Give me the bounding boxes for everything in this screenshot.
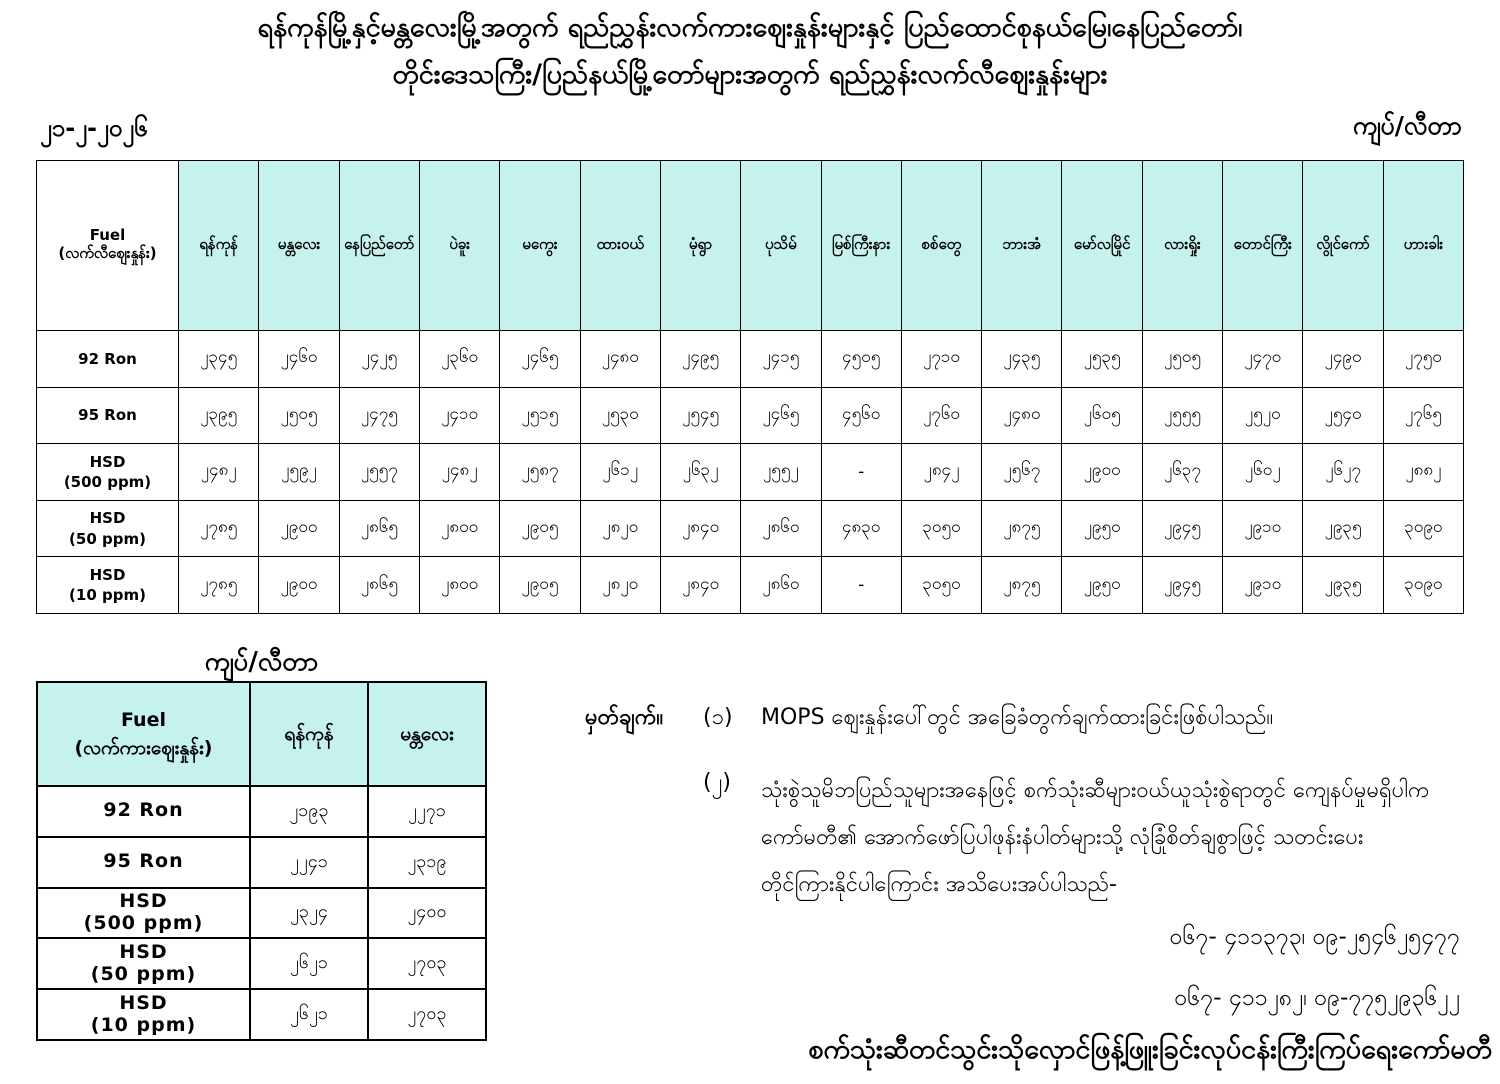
date-label: ၂၁-၂-၂၀၂၆ bbox=[40, 114, 148, 142]
note-2-line2: ကော်မတီ၏ အောက်ဖော်ပြပါဖုန်းနံပါတ်များသို့ လုံခြုံစိတ်ချစွာဖြင့် သတင်းပေး bbox=[761, 825, 1364, 850]
retail-price-cell-0-12: ၂၅၀၅ bbox=[1142, 331, 1222, 388]
unit-label-top: ကျပ်/လီတာ bbox=[1352, 111, 1462, 140]
wholesale-table-row bbox=[37, 888, 486, 939]
retail-price-cell-0-15: ၂၇၅၀ bbox=[1383, 331, 1463, 388]
retail-price-cell-3-12: ၂၉၄၅ bbox=[1142, 500, 1222, 557]
fuel-label-line1: 95 Ron bbox=[103, 850, 184, 873]
retail-price-cell-2-5: ၂၆၁၂ bbox=[580, 444, 660, 501]
retail-price-cell-1-1: ၂၅၀၅ bbox=[259, 387, 339, 444]
retail-price-cell-3-6: ၂၈၄၀ bbox=[660, 500, 740, 557]
retail-price-table-wrap bbox=[36, 160, 1464, 614]
retail-city-header-2: နေပြည်တော် bbox=[339, 161, 419, 331]
retail-price-cell-3-13: ၂၉၁၀ bbox=[1223, 500, 1303, 557]
retail-price-cell-4-4: ၂၉၀၅ bbox=[500, 557, 580, 614]
retail-price-cell-4-11: ၂၉၅၀ bbox=[1062, 557, 1142, 614]
retail-price-cell-1-4: ၂၅၁၅ bbox=[500, 387, 580, 444]
retail-price-cell-1-12: ၂၅၅၅ bbox=[1142, 387, 1222, 444]
retail-price-cell-4-8: - bbox=[821, 557, 901, 614]
unit-label-bottom: ကျပ်/လီတာ bbox=[204, 647, 319, 677]
retail-price-cell-2-12: ၂၆၃၇ bbox=[1142, 444, 1222, 501]
retail-city-header-12: လားရှိုး bbox=[1142, 161, 1222, 331]
retail-price-cell-2-15: ၂၈၈၂ bbox=[1383, 444, 1463, 501]
wholesale-city-header-0: ရန်ကုန် bbox=[250, 682, 368, 786]
retail-fuel-column-header bbox=[37, 161, 179, 331]
wholesale-table-row bbox=[37, 837, 486, 888]
retail-price-cell-3-14: ၂၉၃၅ bbox=[1303, 500, 1383, 557]
fuel-label-line1: Fuel bbox=[121, 708, 166, 731]
note-2-text bbox=[761, 767, 1495, 908]
retail-city-header-3: ပဲခူး bbox=[419, 161, 499, 331]
retail-price-cell-4-7: ၂၈၆၀ bbox=[741, 557, 821, 614]
retail-price-cell-4-0: ၂၇၈၅ bbox=[179, 557, 259, 614]
retail-price-cell-3-9: ၃၀၅၀ bbox=[901, 500, 981, 557]
retail-city-header-11: မော်လမြိုင် bbox=[1062, 161, 1142, 331]
wholesale-price-cell-1-0: ၂၂၄၁ bbox=[250, 837, 368, 888]
wholesale-price-cell-1-1: ၂၃၁၉ bbox=[368, 837, 486, 888]
page-title-line1: ရန်ကုန်မြို့နှင့်မန္တလေးမြို့အတွက် ရည်ညွှန်းလက်ကားဈေးနှုန်းများနှင့် ပြည်ထောင်စုနယ်မြေ၊နေပြည်တော်၊ bbox=[257, 12, 1243, 43]
notes-section bbox=[585, 702, 1495, 908]
retail-price-cell-4-3: ၂၈၀၀ bbox=[419, 557, 499, 614]
wholesale-price-cell-2-0: ၂၃၂၄ bbox=[250, 888, 368, 939]
retail-price-cell-2-8: - bbox=[821, 444, 901, 501]
wholesale-fuel-column-header bbox=[37, 682, 250, 786]
retail-price-cell-4-5: ၂၈၂၀ bbox=[580, 557, 660, 614]
retail-price-cell-0-3: ၂၃၆၀ bbox=[419, 331, 499, 388]
retail-price-cell-0-9: ၂၇၁၀ bbox=[901, 331, 981, 388]
retail-price-cell-2-2: ၂၅၅၇ bbox=[339, 444, 419, 501]
wholesale-row-label bbox=[37, 989, 250, 1040]
retail-city-header-9: စစ်တွေ bbox=[901, 161, 981, 331]
fuel-label-line2: (500 ppm) bbox=[83, 911, 204, 934]
retail-price-cell-1-14: ၂၅၄၀ bbox=[1303, 387, 1383, 444]
note-1-text: MOPS ဈေးနှုန်းပေါ်တွင် အခြေခံတွက်ချက်ထားခြင်းဖြစ်ပါသည်။ bbox=[761, 705, 1274, 730]
retail-price-cell-2-9: ၂၈၄၂ bbox=[901, 444, 981, 501]
fuel-label-line2: (500 ppm) bbox=[63, 472, 152, 491]
wholesale-table-row bbox=[37, 938, 486, 989]
retail-price-cell-3-7: ၂၈၆၀ bbox=[741, 500, 821, 557]
retail-price-cell-3-8: ၄၈၃၀ bbox=[821, 500, 901, 557]
phone-line-1: ၀၆၇- ၄၁၁၃၇၃၊ ၀၉-၂၅၄၆၂၅၄၇၇ bbox=[1169, 924, 1460, 950]
wholesale-price-cell-4-0: ၂၆၂၁ bbox=[250, 989, 368, 1040]
fuel-label-line1: 92 Ron bbox=[78, 349, 137, 368]
wholesale-price-table-wrap bbox=[36, 681, 487, 1041]
fuel-label-line1: 95 Ron bbox=[78, 406, 137, 425]
retail-row-label bbox=[37, 444, 179, 501]
fuel-label-line1: HSD bbox=[119, 940, 168, 963]
wholesale-price-table bbox=[36, 681, 487, 1041]
retail-city-header-14: လွိုင်ကော် bbox=[1303, 161, 1383, 331]
wholesale-price-cell-3-1: ၂၇၀၃ bbox=[368, 938, 486, 989]
retail-table-row bbox=[37, 387, 1464, 444]
retail-price-cell-2-1: ၂၅၉၂ bbox=[259, 444, 339, 501]
retail-row-label bbox=[37, 331, 179, 388]
retail-city-header-15: ဟားခါး bbox=[1383, 161, 1463, 331]
retail-city-header-6: မုံရွာ bbox=[660, 161, 740, 331]
notes-label: မှတ်ချက်။ bbox=[585, 705, 664, 730]
wholesale-row-label bbox=[37, 786, 250, 837]
retail-price-cell-1-6: ၂၅၄၅ bbox=[660, 387, 740, 444]
retail-price-cell-0-7: ၂၄၁၅ bbox=[741, 331, 821, 388]
wholesale-table-row bbox=[37, 786, 486, 837]
retail-price-cell-1-5: ၂၅၃၀ bbox=[580, 387, 660, 444]
retail-city-header-13: တောင်ကြီး bbox=[1223, 161, 1303, 331]
fuel-label-line1: 92 Ron bbox=[103, 799, 184, 822]
contact-phone-numbers bbox=[1170, 922, 1460, 1017]
retail-city-header-1: မန္တလေး bbox=[259, 161, 339, 331]
retail-price-table bbox=[36, 160, 1464, 614]
retail-city-header-0: ရန်ကုန် bbox=[179, 161, 259, 331]
retail-price-cell-1-9: ၂၇၆၀ bbox=[901, 387, 981, 444]
fuel-label-line1: HSD bbox=[119, 890, 168, 913]
retail-price-cell-1-2: ၂၄၇၅ bbox=[339, 387, 419, 444]
retail-row-label bbox=[37, 557, 179, 614]
retail-price-cell-4-12: ၂၉၄၅ bbox=[1142, 557, 1222, 614]
retail-price-cell-0-1: ၂၄၆၀ bbox=[259, 331, 339, 388]
retail-row-label bbox=[37, 500, 179, 557]
retail-price-cell-2-7: ၂၅၅၂ bbox=[741, 444, 821, 501]
fuel-label-line2: (လက်လီဈေးနှုန်း) bbox=[58, 243, 157, 262]
fuel-label-line2: (50 ppm) bbox=[90, 962, 197, 985]
retail-price-cell-1-3: ၂၄၁၀ bbox=[419, 387, 499, 444]
retail-price-cell-4-13: ၂၉၁၀ bbox=[1223, 557, 1303, 614]
retail-price-cell-4-9: ၃၀၅၀ bbox=[901, 557, 981, 614]
wholesale-price-cell-0-1: ၂၂၇၁ bbox=[368, 786, 486, 837]
note-2-marker: (၂) bbox=[703, 770, 731, 795]
retail-price-cell-0-4: ၂၄၆၅ bbox=[500, 331, 580, 388]
fuel-label-line1: HSD bbox=[89, 509, 126, 528]
retail-table-row bbox=[37, 331, 1464, 388]
retail-city-header-4: မကွေး bbox=[500, 161, 580, 331]
retail-price-cell-1-7: ၂၄၆၅ bbox=[741, 387, 821, 444]
retail-city-header-10: ဘားအံ bbox=[982, 161, 1062, 331]
retail-price-cell-3-10: ၂၈၇၅ bbox=[982, 500, 1062, 557]
retail-price-cell-3-0: ၂၇၈၅ bbox=[179, 500, 259, 557]
retail-price-cell-2-4: ၂၅၈၇ bbox=[500, 444, 580, 501]
retail-price-cell-3-11: ၂၉၅၀ bbox=[1062, 500, 1142, 557]
retail-price-cell-1-15: ၂၇၆၅ bbox=[1383, 387, 1463, 444]
retail-price-cell-4-1: ၂၉၀၀ bbox=[259, 557, 339, 614]
retail-price-cell-3-15: ၃၀၉၀ bbox=[1383, 500, 1463, 557]
retail-price-cell-2-0: ၂၄၈၂ bbox=[179, 444, 259, 501]
fuel-label-line2: (လက်ကားဈေးနှုန်း) bbox=[74, 737, 213, 759]
wholesale-row-label bbox=[37, 837, 250, 888]
retail-price-cell-0-10: ၂၄၃၅ bbox=[982, 331, 1062, 388]
retail-price-cell-0-13: ၂၄၇၀ bbox=[1223, 331, 1303, 388]
retail-table-header bbox=[37, 161, 1464, 331]
retail-price-cell-4-14: ၂၉၃၅ bbox=[1303, 557, 1383, 614]
note-2-line1: သုံးစွဲသူမိဘပြည်သူများအနေဖြင့် စက်သုံးဆီများဝယ်ယူသုံးစွဲရာတွင် ကျေနပ်မှုမရှိပါက bbox=[761, 778, 1430, 803]
retail-price-cell-0-6: ၂၄၉၅ bbox=[660, 331, 740, 388]
note-1-marker: (၁) bbox=[703, 705, 733, 730]
retail-price-cell-0-14: ၂၄၉၀ bbox=[1303, 331, 1383, 388]
retail-price-cell-3-3: ၂၈၀၀ bbox=[419, 500, 499, 557]
note-item-1 bbox=[585, 702, 1495, 735]
retail-table-row bbox=[37, 557, 1464, 614]
retail-price-cell-0-5: ၂၄၈၀ bbox=[580, 331, 660, 388]
note-item-2 bbox=[585, 767, 1495, 908]
retail-price-cell-0-2: ၂၄၂၅ bbox=[339, 331, 419, 388]
phone-line-2: ၀၆၇- ၄၁၁၂၈၂၊ ၀၉-၇၇၅၂၉၃၆၂၂ bbox=[1174, 985, 1460, 1011]
page-title-line2: တိုင်းဒေသကြီး/ပြည်နယ်မြို့တော်များအတွက် ရည်ညွှန်းလက်လီဈေးနှုန်းများ bbox=[392, 59, 1108, 90]
fuel-label-line1: HSD bbox=[119, 991, 168, 1014]
retail-city-header-8: မြစ်ကြီးနား bbox=[821, 161, 901, 331]
retail-price-cell-3-1: ၂၉၀၀ bbox=[259, 500, 339, 557]
wholesale-price-cell-4-1: ၂၇၀၃ bbox=[368, 989, 486, 1040]
retail-price-cell-1-13: ၂၅၂၀ bbox=[1223, 387, 1303, 444]
retail-price-cell-2-14: ၂၆၂၇ bbox=[1303, 444, 1383, 501]
fuel-label-line1: HSD bbox=[89, 452, 126, 471]
wholesale-row-label bbox=[37, 938, 250, 989]
retail-price-cell-2-3: ၂၄၈၂ bbox=[419, 444, 499, 501]
fuel-label-line2: (10 ppm) bbox=[90, 1013, 197, 1036]
retail-price-cell-1-0: ၂၃၉၅ bbox=[179, 387, 259, 444]
retail-price-cell-0-11: ၂၅၃၅ bbox=[1062, 331, 1142, 388]
wholesale-price-cell-2-1: ၂၄၀၀ bbox=[368, 888, 486, 939]
retail-price-cell-1-10: ၂၄၈၀ bbox=[982, 387, 1062, 444]
retail-price-cell-3-2: ၂၈၆၅ bbox=[339, 500, 419, 557]
wholesale-price-cell-0-0: ၂၁၉၃ bbox=[250, 786, 368, 837]
retail-row-label bbox=[37, 387, 179, 444]
retail-price-cell-1-11: ၂၆၀၅ bbox=[1062, 387, 1142, 444]
retail-table-row bbox=[37, 500, 1464, 557]
retail-price-cell-3-4: ၂၉၀၅ bbox=[500, 500, 580, 557]
wholesale-price-cell-3-0: ၂၆၂၁ bbox=[250, 938, 368, 989]
retail-price-cell-2-10: ၂၅၆၇ bbox=[982, 444, 1062, 501]
fuel-label-line2: (50 ppm) bbox=[69, 529, 146, 548]
retail-city-header-7: ပုသိမ် bbox=[741, 161, 821, 331]
committee-name-footer: စက်သုံးဆီတင်သွင်းသိုလှောင်ဖြန့်ဖြူးခြင်းလုပ်ငန်းကြီးကြပ်ရေးကော်မတီ bbox=[808, 1034, 1492, 1065]
retail-city-header-5: ထားဝယ် bbox=[580, 161, 660, 331]
wholesale-table-header bbox=[37, 682, 486, 786]
wholesale-row-label bbox=[37, 888, 250, 939]
retail-price-cell-3-5: ၂၈၂၀ bbox=[580, 500, 660, 557]
retail-price-cell-4-10: ၂၈၇၅ bbox=[982, 557, 1062, 614]
retail-price-cell-4-2: ၂၈၆၅ bbox=[339, 557, 419, 614]
retail-price-cell-2-11: ၂၉၀၀ bbox=[1062, 444, 1142, 501]
retail-price-cell-1-8: ၄၅၆၀ bbox=[821, 387, 901, 444]
retail-price-cell-4-15: ၃၀၉၀ bbox=[1383, 557, 1463, 614]
retail-table-row bbox=[37, 444, 1464, 501]
wholesale-city-header-1: မန္တလေး bbox=[368, 682, 486, 786]
retail-price-cell-2-13: ၂၆၀၂ bbox=[1223, 444, 1303, 501]
fuel-label-line1: HSD bbox=[89, 565, 126, 584]
fuel-label-line1: Fuel bbox=[89, 225, 126, 244]
retail-price-cell-4-6: ၂၈၄၀ bbox=[660, 557, 740, 614]
retail-price-cell-0-0: ၂၃၄၅ bbox=[179, 331, 259, 388]
retail-price-cell-0-8: ၄၅၀၅ bbox=[821, 331, 901, 388]
fuel-label-line2: (10 ppm) bbox=[69, 586, 146, 605]
note-2-line3: တိုင်ကြားနိုင်ပါကြောင်း အသိပေးအပ်ပါသည်- bbox=[761, 872, 1117, 897]
retail-price-cell-2-6: ၂၆၃၂ bbox=[660, 444, 740, 501]
